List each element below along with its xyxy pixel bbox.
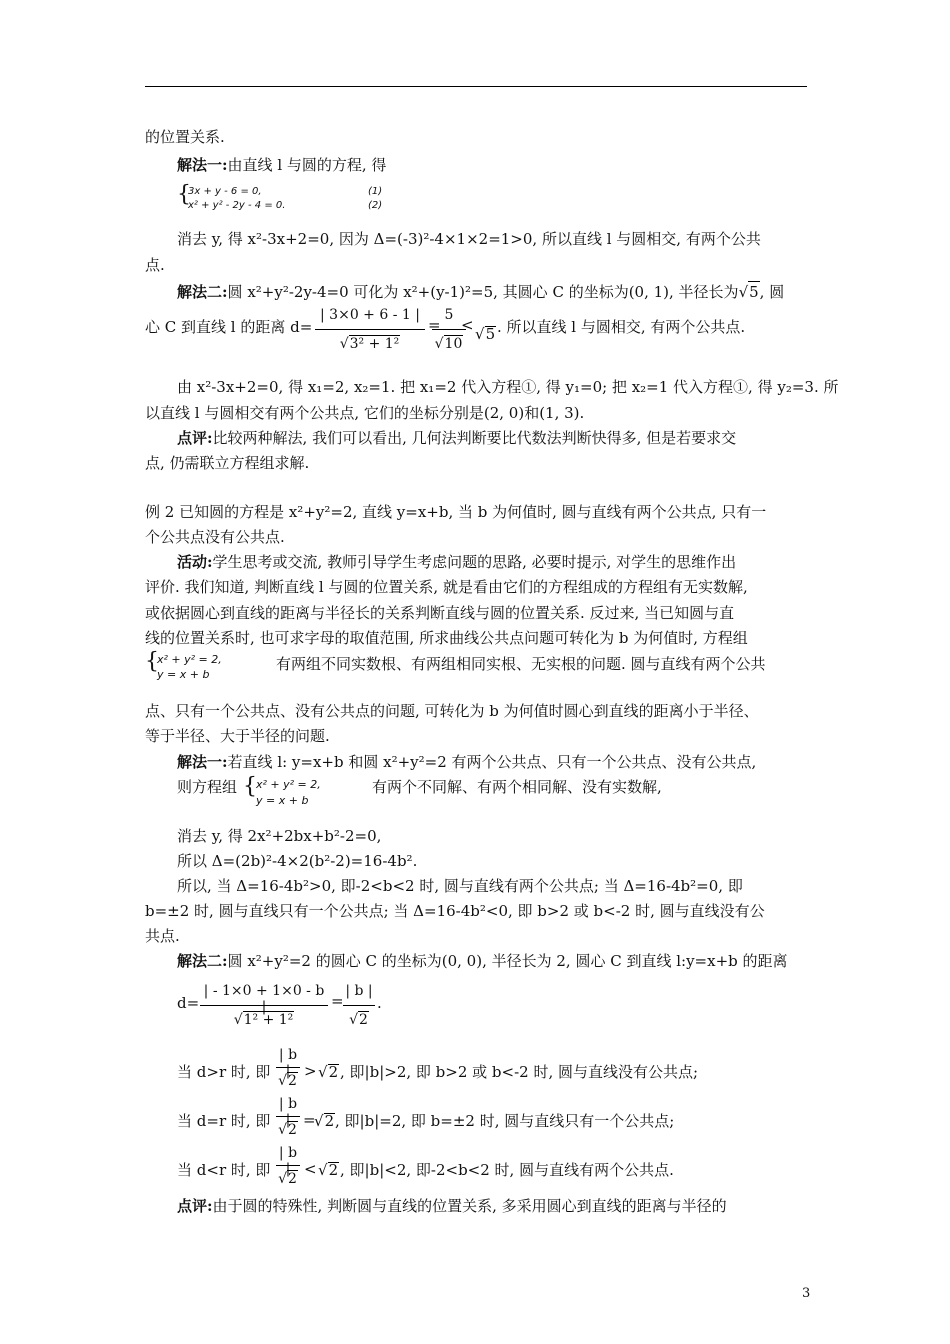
text-line: . 所以直线 l 与圆相交, 有两个公共点.	[497, 318, 746, 336]
ratio-fraction	[276, 1096, 300, 1144]
text-span: 由于圆的特殊性, 判断圆与直线的位置关系, 多采用圆心到直线的距离与半径的	[212, 1197, 727, 1215]
text-line: 以直线 l 与圆相交有两个公共点, 它们的坐标分别是(2, 0)和(1, 3).	[145, 404, 585, 422]
text-line	[177, 951, 788, 971]
text-line	[177, 155, 386, 175]
sqrt-expression: √2	[314, 1112, 335, 1130]
fraction-denominator: √10	[434, 336, 463, 352]
text-line: 所以, 当 Δ=16-4b²>0, 即-2<b<2 时, 圆与直线有两个公共点; 当 Δ=16-4b²=0, 即	[177, 877, 743, 895]
ratio-fraction	[276, 1047, 300, 1095]
ratio-fraction	[276, 1145, 300, 1193]
system-brace: {	[177, 182, 191, 207]
text-line	[177, 752, 756, 772]
fraction-numerator: | - 1×0 + 1×0 - b |	[203, 983, 325, 1015]
example-heading: 例 2 已知圆的方程是 x²+y²=2, 直线 y=x+b, 当 b 为何值时, 圆与直线有两个公共点, 只有一	[145, 503, 767, 521]
fraction-numerator: | b |	[278, 1047, 298, 1079]
text-line	[177, 1196, 727, 1216]
text-line: 点.	[145, 256, 165, 274]
equation-1: x² + y² = 2,	[157, 653, 222, 666]
system-brace: {	[145, 649, 159, 674]
method-label: 解法二:	[177, 283, 228, 301]
text-line: 的位置关系.	[145, 128, 225, 146]
method-label: 解法二:	[177, 952, 228, 970]
text-line: 消去 y, 得 x²-3x+2=0, 因为 Δ=(-3)²-4×1×2=1>0, 所以直线 l 与圆相交, 有两个公共	[177, 230, 761, 248]
activity-label: 活动:	[177, 553, 213, 571]
text-line: .	[377, 994, 382, 1012]
equals-sign: =	[331, 992, 344, 1010]
text-span: 比较两种解法, 我们可以看出, 几何法判断要比代数法判断快得多, 但是若要求交	[212, 429, 737, 447]
fraction-denominator: √1² + 1²	[233, 1012, 294, 1028]
less-than-sign: <	[461, 316, 474, 334]
text-line: d=	[177, 994, 200, 1012]
text-line: 当 d>r 时, 即	[177, 1063, 271, 1081]
text-line: 或依据圆心到直线的距离与半径长的关系判断直线与圆的位置关系. 反过来, 当已知圆与直	[145, 604, 735, 622]
text-line: 当 d=r 时, 即	[177, 1112, 271, 1130]
simplified-fraction	[422, 307, 463, 359]
fraction-denominator: √2	[278, 1122, 297, 1138]
equation-2: y = x + b	[157, 668, 210, 681]
text-line: 心 C 到直线 l 的距离 d=	[145, 318, 313, 336]
text-span: 若直线 l: y=x+b 和圆 x²+y²=2 有两个公共点、只有一个公共点、没有公共点,	[227, 753, 757, 771]
fraction-numerator: | b |	[345, 983, 373, 999]
fraction-denominator: √2	[278, 1171, 297, 1187]
text-span: 由直线 l 与圆的方程, 得	[227, 156, 387, 174]
text-line: 消去 y, 得 2x²+2bx+b²-2=0,	[177, 827, 382, 845]
text-span: , 圆	[759, 283, 785, 301]
text-line: , 即|b|>2, 即 b>2 或 b<-2 时, 圆与直线没有公共点;	[340, 1063, 699, 1081]
text-span: 圆 x²+y²-2y-4=0 可化为 x²+(y-1)²=5, 其圆心 C 的坐标为(0, 1), 半径长为	[227, 283, 739, 301]
text-line: , 即|b|=2, 即 b=±2 时, 圆与直线只有一个公共点;	[335, 1112, 675, 1130]
method-label: 解法一:	[177, 753, 228, 771]
text-line	[177, 428, 736, 448]
comment-label: 点评:	[177, 1197, 213, 1215]
text-line: 评价. 我们知道, 判断直线 l 与圆的位置关系, 就是看由它们的方程组成的方程组有无实数解,	[145, 578, 748, 596]
text-line: 由 x²-3x+2=0, 得 x₁=2, x₂=1. 把 x₁=2 代入方程①, 得 y₁=0; 把 x₂=1 代入方程①, 得 y₂=3. 所	[177, 378, 839, 396]
text-line: 有两个不同解、有两个相同解、没有实数解,	[372, 778, 662, 796]
relation-sign: <	[304, 1160, 317, 1178]
distance-fraction	[200, 983, 328, 1035]
simplified-fraction	[343, 983, 375, 1035]
fraction-numerator: | b |	[278, 1096, 298, 1128]
text-span: 圆 x²+y²=2 的圆心 C 的坐标为(0, 0), 半径长为 2, 圆心 C 到直线 l:y=x+b 的距离	[227, 952, 788, 970]
system-brace: {	[243, 774, 257, 799]
text-line: 等于半径、大于半径的问题.	[145, 727, 330, 745]
equation-1: x² + y² = 2,	[256, 778, 321, 791]
fraction-denominator: √3² + 1²	[339, 336, 400, 352]
fraction-numerator: | b |	[278, 1145, 298, 1177]
text-line	[177, 552, 736, 572]
sqrt-expression: √5	[475, 325, 496, 343]
equals-sign: =	[428, 316, 441, 334]
comment-label: 点评:	[177, 429, 213, 447]
text-line: b=±2 时, 圆与直线只有一个公共点; 当 Δ=16-4b²<0, 即 b>2 或 b<-2 时, 圆与直线没有公	[145, 902, 765, 920]
fraction-numerator: | 3×0 + 6 - 1 |	[320, 307, 420, 323]
text-line: 点、只有一个公共点、没有公共点的问题, 可转化为 b 为何值时圆心到直线的距离小于半径、	[145, 702, 759, 720]
equation-1: 3x + y - 6 = 0,	[188, 186, 262, 197]
text-line: 点, 仍需联立方程组求解.	[145, 454, 310, 472]
text-line: 共点.	[145, 927, 180, 945]
text-line: 则方程组	[177, 778, 238, 796]
text-line: 当 d<r 时, 即	[177, 1161, 271, 1179]
text-line: 有两组不同实数根、有两组相同实根、无实根的问题. 圆与直线有两个公共	[276, 655, 766, 673]
fraction-numerator: 5	[444, 307, 454, 323]
equation-2: y = x + b	[256, 794, 309, 807]
equation-number: (2)	[368, 200, 383, 211]
equation-2: x² + y² - 2y - 4 = 0.	[188, 200, 286, 211]
sqrt-expression: √2	[318, 1161, 339, 1179]
equation-number: (1)	[368, 186, 383, 197]
sqrt-expression: √2	[318, 1063, 339, 1081]
text-line: 线的位置关系时, 也可求字母的取值范围, 所求曲线公共点问题可转化为 b 为何值时, 方程组	[145, 629, 748, 647]
header-rule	[145, 86, 807, 87]
text-line: 所以 Δ=(2b)²-4×2(b²-2)=16-4b².	[177, 852, 418, 870]
text-line: 解法二:圆 x²+y²-2y-4=0 可化为 x²+(y-1)²=5, 其圆心 C 的坐标为(0, 1), 半径长为√5, 圆	[177, 283, 785, 301]
page-number: 3	[802, 1286, 811, 1301]
fraction-denominator: √2	[349, 1012, 368, 1028]
relation-sign: =	[303, 1111, 316, 1129]
distance-fraction	[315, 307, 425, 359]
text-line: 个公共点没有公共点.	[145, 528, 285, 546]
relation-sign: >	[304, 1062, 317, 1080]
text-span: 学生思考或交流, 教师引导学生考虑问题的思路, 必要时提示, 对学生的思维作出	[212, 553, 737, 571]
method-label: 解法一:	[177, 156, 228, 174]
text-line: , 即|b|<2, 即-2<b<2 时, 圆与直线有两个公共点.	[340, 1161, 674, 1179]
sqrt-radicand: 5	[749, 283, 759, 301]
fraction-denominator: √2	[278, 1073, 297, 1089]
